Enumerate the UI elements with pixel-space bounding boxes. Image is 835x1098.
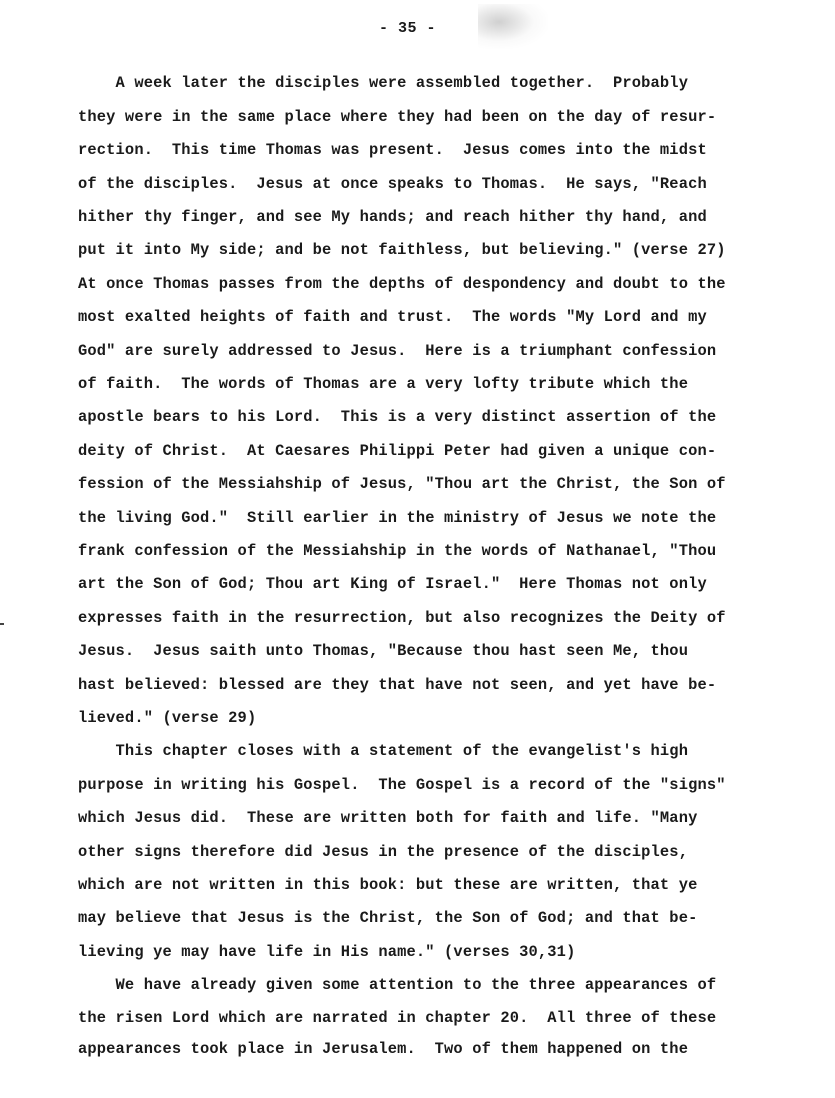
- text-line: appearances took place in Jerusalem. Two of them happened on the: [78, 1040, 689, 1058]
- text-line: hither thy finger, and see My hands; and reach hither thy hand, and: [78, 208, 707, 226]
- page-number: - 35 -: [378, 20, 436, 37]
- text-line: may believe that Jesus is the Christ, the Son of God; and that be-: [78, 909, 698, 927]
- text-line: the living God." Still earlier in the ministry of Jesus we note the: [78, 509, 717, 527]
- text-line: most exalted heights of faith and trust. The words "My Lord and my: [78, 308, 707, 326]
- margin-mark: [0, 623, 4, 625]
- text-line: which Jesus did. These are written both for faith and life. "Many: [78, 809, 698, 827]
- text-line: fession of the Messiahship of Jesus, "Thou art the Christ, the Son of: [78, 475, 726, 493]
- text-line: frank confession of the Messiahship in the words of Nathanael, "Thou: [78, 542, 717, 560]
- text-line: expresses faith in the resurrection, but also recognizes the Deity of: [78, 609, 726, 627]
- text-line: At once Thomas passes from the depths of despondency and doubt to the: [78, 275, 726, 293]
- text-line: hast believed: blessed are they that have not seen, and yet have be-: [78, 676, 717, 694]
- text-line: they were in the same place where they had been on the day of resur-: [78, 108, 717, 126]
- text-line: of the disciples. Jesus at once speaks to Thomas. He says, "Reach: [78, 175, 707, 193]
- text-line: other signs therefore did Jesus in the presence of the disciples,: [78, 843, 689, 861]
- text-line: A week later the disciples were assembled together. Probably: [78, 74, 689, 92]
- text-line: rection. This time Thomas was present. Jesus comes into the midst: [78, 141, 707, 159]
- text-line: of faith. The words of Thomas are a very lofty tribute which the: [78, 375, 689, 393]
- text-line: put it into My side; and be not faithless, but believing." (verse 27): [78, 241, 726, 259]
- text-line: the risen Lord which are narrated in chapter 20. All three of these: [78, 1009, 717, 1027]
- text-line: art the Son of God; Thou art King of Israel." Here Thomas not only: [78, 575, 707, 593]
- text-line: Jesus. Jesus saith unto Thomas, "Because thou hast seen Me, thou: [78, 642, 689, 660]
- text-line: which are not written in this book: but these are written, that ye: [78, 876, 698, 894]
- text-line: purpose in writing his Gospel. The Gospel is a record of the "signs": [78, 776, 726, 794]
- text-line: deity of Christ. At Caesares Philippi Peter had given a unique con-: [78, 442, 717, 460]
- text-line: lieving ye may have life in His name." (verses 30,31): [78, 943, 576, 961]
- text-line: This chapter closes with a statement of the evangelist's high: [78, 742, 689, 760]
- text-line: God" are surely addressed to Jesus. Here is a triumphant confession: [78, 342, 717, 360]
- text-line: apostle bears to his Lord. This is a very distinct assertion of the: [78, 408, 717, 426]
- text-line: We have already given some attention to the three appearances of: [78, 976, 717, 994]
- text-line: lieved." (verse 29): [78, 709, 257, 727]
